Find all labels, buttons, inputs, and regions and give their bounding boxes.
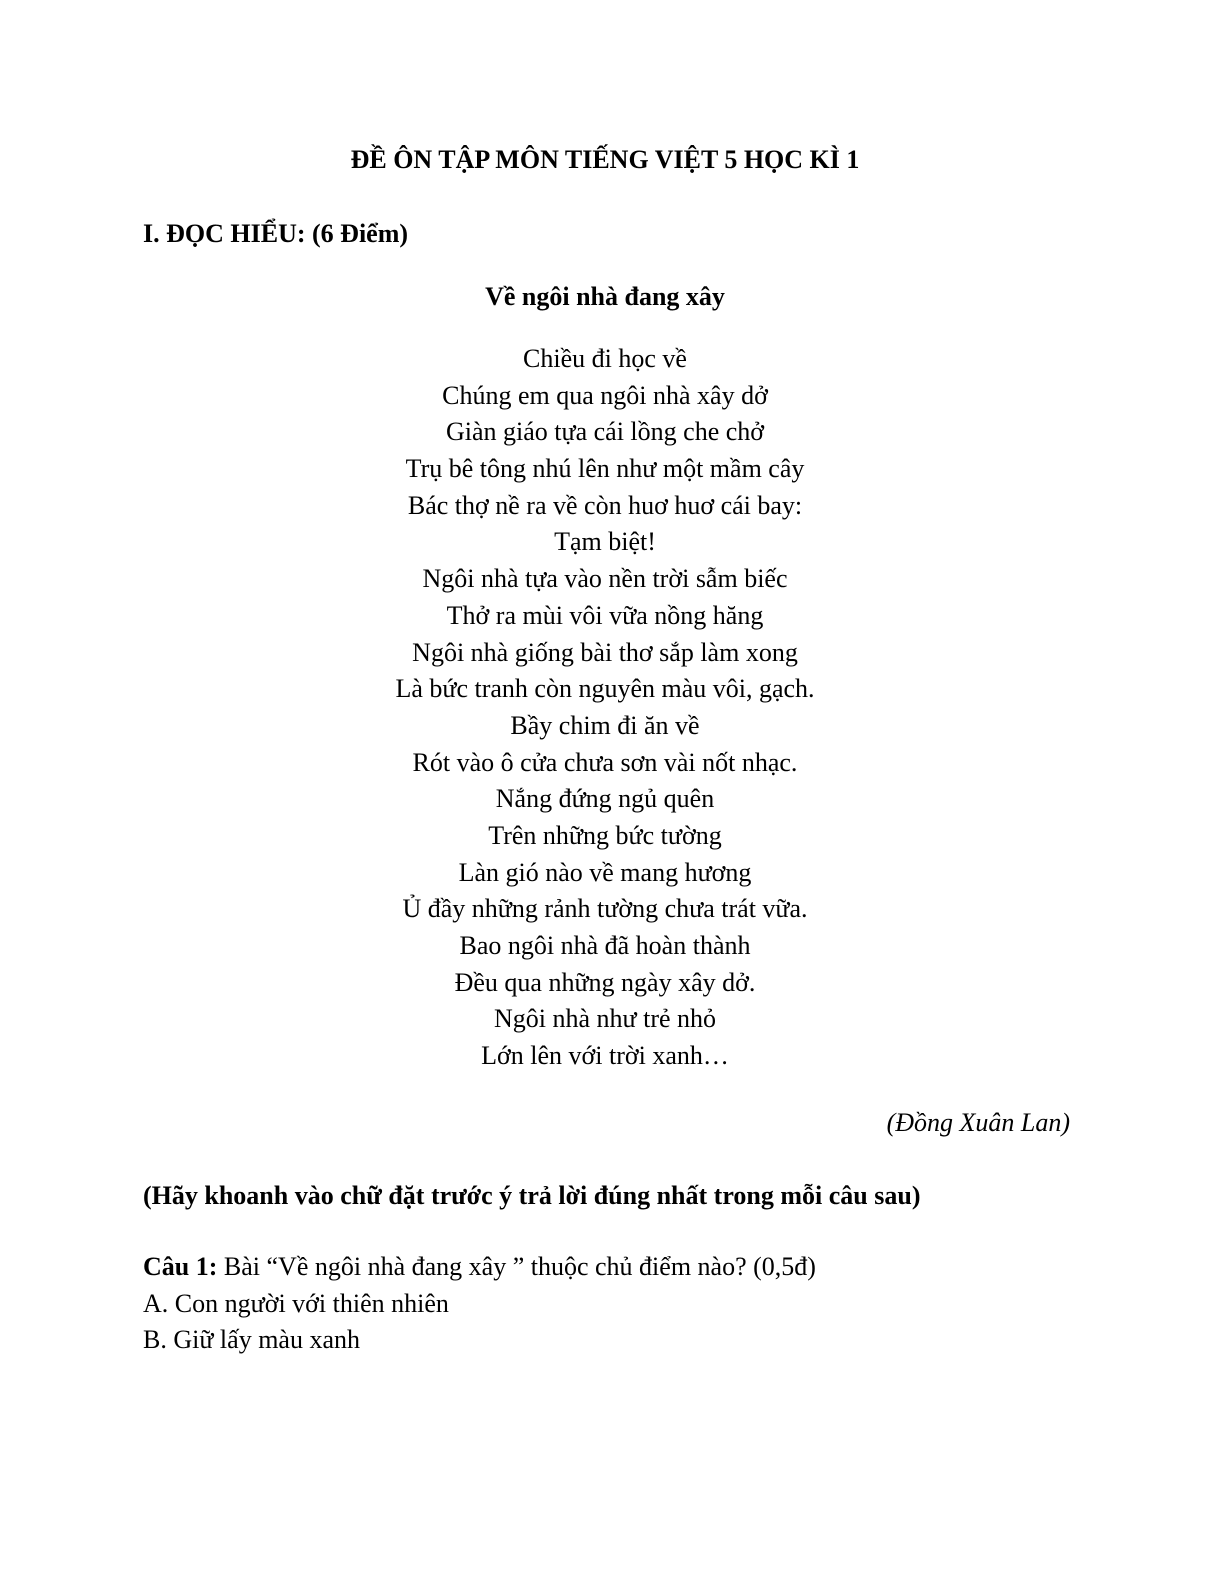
document-title: ĐỀ ÔN TẬP MÔN TIẾNG VIỆT 5 HỌC KÌ 1 [350,145,860,174]
poem-line: Trụ bê tông nhú lên như một mầm cây [405,454,805,484]
poem-author: (Đồng Xuân Lan) [886,1108,1070,1137]
poem-line: Thở ra mùi vôi vữa nồng hăng [446,600,764,630]
poem-line: Bác thợ nề ra về còn huơ huơ cái bay: [407,490,803,520]
poem-line: Tạm biệt! [554,527,656,557]
question-1 [143,1249,816,1359]
section-heading: I. ĐỌC HIỂU: (6 Điểm) [143,219,409,248]
poem-line: Làn gió nào về mang hương [458,857,752,887]
poem-line: Rót vào ô cửa chưa sơn vài nốt nhạc. [412,747,798,777]
poem-line: Đều qua những ngày xây dở. [454,967,756,997]
poem-line: Ngôi nhà giống bài thơ sắp làm xong [412,637,798,667]
poem-line: Ngôi nhà tựa vào nền trời sẫm biếc [422,564,788,594]
question-1-text: Bài “Về ngôi nhà đang xây ” thuộc chủ điểm nào? (0,5đ) [217,1252,816,1281]
poem-line: Chúng em qua ngôi nhà xây dở [442,380,768,410]
question-1-label: Câu 1: [143,1252,218,1281]
answer-option-a[interactable]: A. Con người với thiên nhiên [143,1288,449,1318]
poem-line: Là bức tranh còn nguyên màu vôi, gạch. [395,674,815,704]
poem-body [0,341,1210,1075]
poem-title: Về ngôi nhà đang xây [485,282,725,311]
poem-line: Chiều đi học về [523,344,687,373]
instruction-text: (Hãy khoanh vào chữ đặt trước ý trả lời đúng nhất trong mỗi câu sau) [143,1181,921,1210]
question-1-prompt [143,1249,816,1286]
poem-line: Bao ngôi nhà đã hoàn thành [459,931,751,960]
poem-line: Ủ đầy những rảnh tường chưa trát vữa. [402,894,808,924]
answer-option-b[interactable]: B. Giữ lấy màu xanh [143,1325,361,1355]
poem-line: Ngôi nhà như trẻ nhỏ [493,1004,717,1034]
poem-line: Bầy chim đi ăn về [510,710,700,740]
poem-line: Giàn giáo tựa cái lồng che chở [445,417,765,447]
poem-line: Lớn lên với trời xanh… [481,1041,729,1071]
poem-line: Nắng đứng ngủ quên [495,784,715,814]
poem-line: Trên những bức tường [488,820,722,850]
